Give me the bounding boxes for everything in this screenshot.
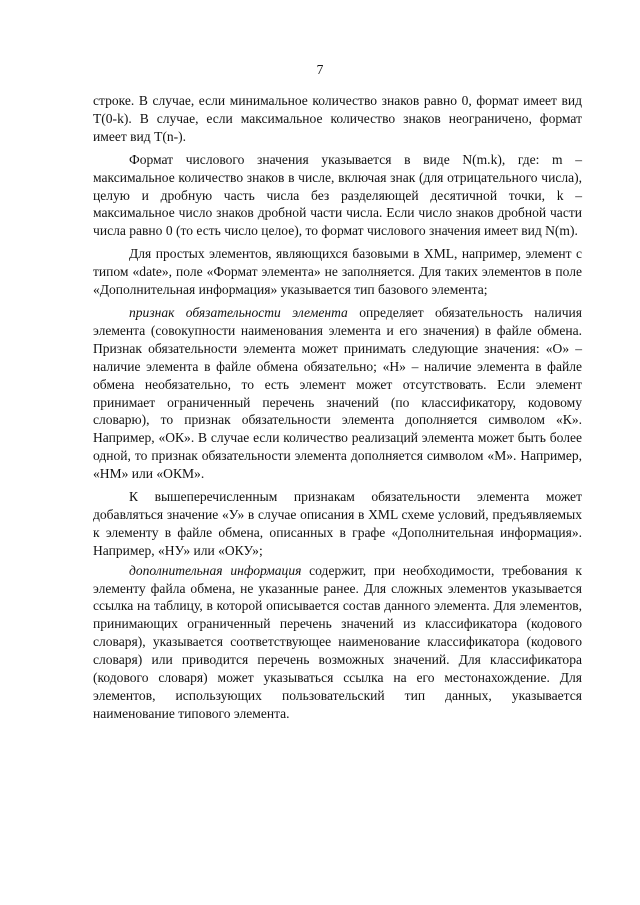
document-body <box>93 92 582 728</box>
paragraph-additional-info <box>93 562 582 723</box>
paragraph-conditional-flag: К вышеперечисленным признакам обязательности элемента может добавляться значение «У» в случае описания в XML схеме условий, предъявляемых к элементу в файле обмена, описанных в графе «Дополнительная информация». Например, «НУ» или «ОКУ»; <box>93 489 582 558</box>
term-required-flag: признак обязательности элемента <box>129 304 348 320</box>
term-additional-info: дополнительная информация <box>129 562 302 578</box>
paragraph-simple-elements: Для простых элементов, являющихся базовыми в XML, например, элемент с типом «date», поле «Формат элемента» не заполняется. Для таких элементов в поле «Дополнительная информация» указывается тип базового элемента; <box>93 246 582 298</box>
paragraph-additional-info-text: содержит, при необходимости, требования к элементу файла обмена, не указанные ранее. Для сложных элементов указывается ссылка на таблицу, в которой описывается состав данного элемента. Для элементов, принимающих ограниченный перечень значений из классификатора (кодового словаря), указывается соответствующее наименование классификатора (кодового словаря) или приводится перечень возможных значений. Для классификатора (кодового словаря) может указываться ссылка на его местонахождение. Для элементов, использующих пользовательский тип данных, указывается наименование типового элемента. <box>93 562 582 721</box>
paragraph-string-format-end: строке. В случае, если минимальное количество знаков равно 0, формат имеет вид T(0-k). В случае, если максимальное количество знаков неограничено, формат имеет вид T(n-). <box>93 93 582 144</box>
paragraph-required-flag-text: определяет обязательность наличия элемента (совокупности наименования элемента и его значения) в файле обмена. Признак обязательности элемента может принимать следующие значения: «О» – наличие элемента в файле обмена обязательно; «Н» – наличие элемента в файле обмена необязательно, то есть элемент может отсутствовать. Если элемент принимает ограниченный перечень значений (по классификатору, кодовому словарю), то признак обязательности элемента дополняется символом «К». Например, «ОК». В случае если количество реализаций элемента может быть более одной, то признак обязательности элемента дополняется символом «М». Например, «НМ» или «ОКМ». <box>93 304 582 482</box>
paragraph-numeric-format: Формат числового значения указывается в виде N(m.k), где: m – максимальное количество знаков в числе, включая знак (для отрицательного числа), целую и дробную часть числа без разделяющей десятичной точки, k – максимальное число знаков дробной части числа. Если число знаков дробной части числа равно 0 (то есть число целое), то формат числового значения имеет вид N(m). <box>93 151 582 239</box>
page-number: 7 <box>316 62 324 77</box>
paragraph-required-flag <box>93 304 582 483</box>
